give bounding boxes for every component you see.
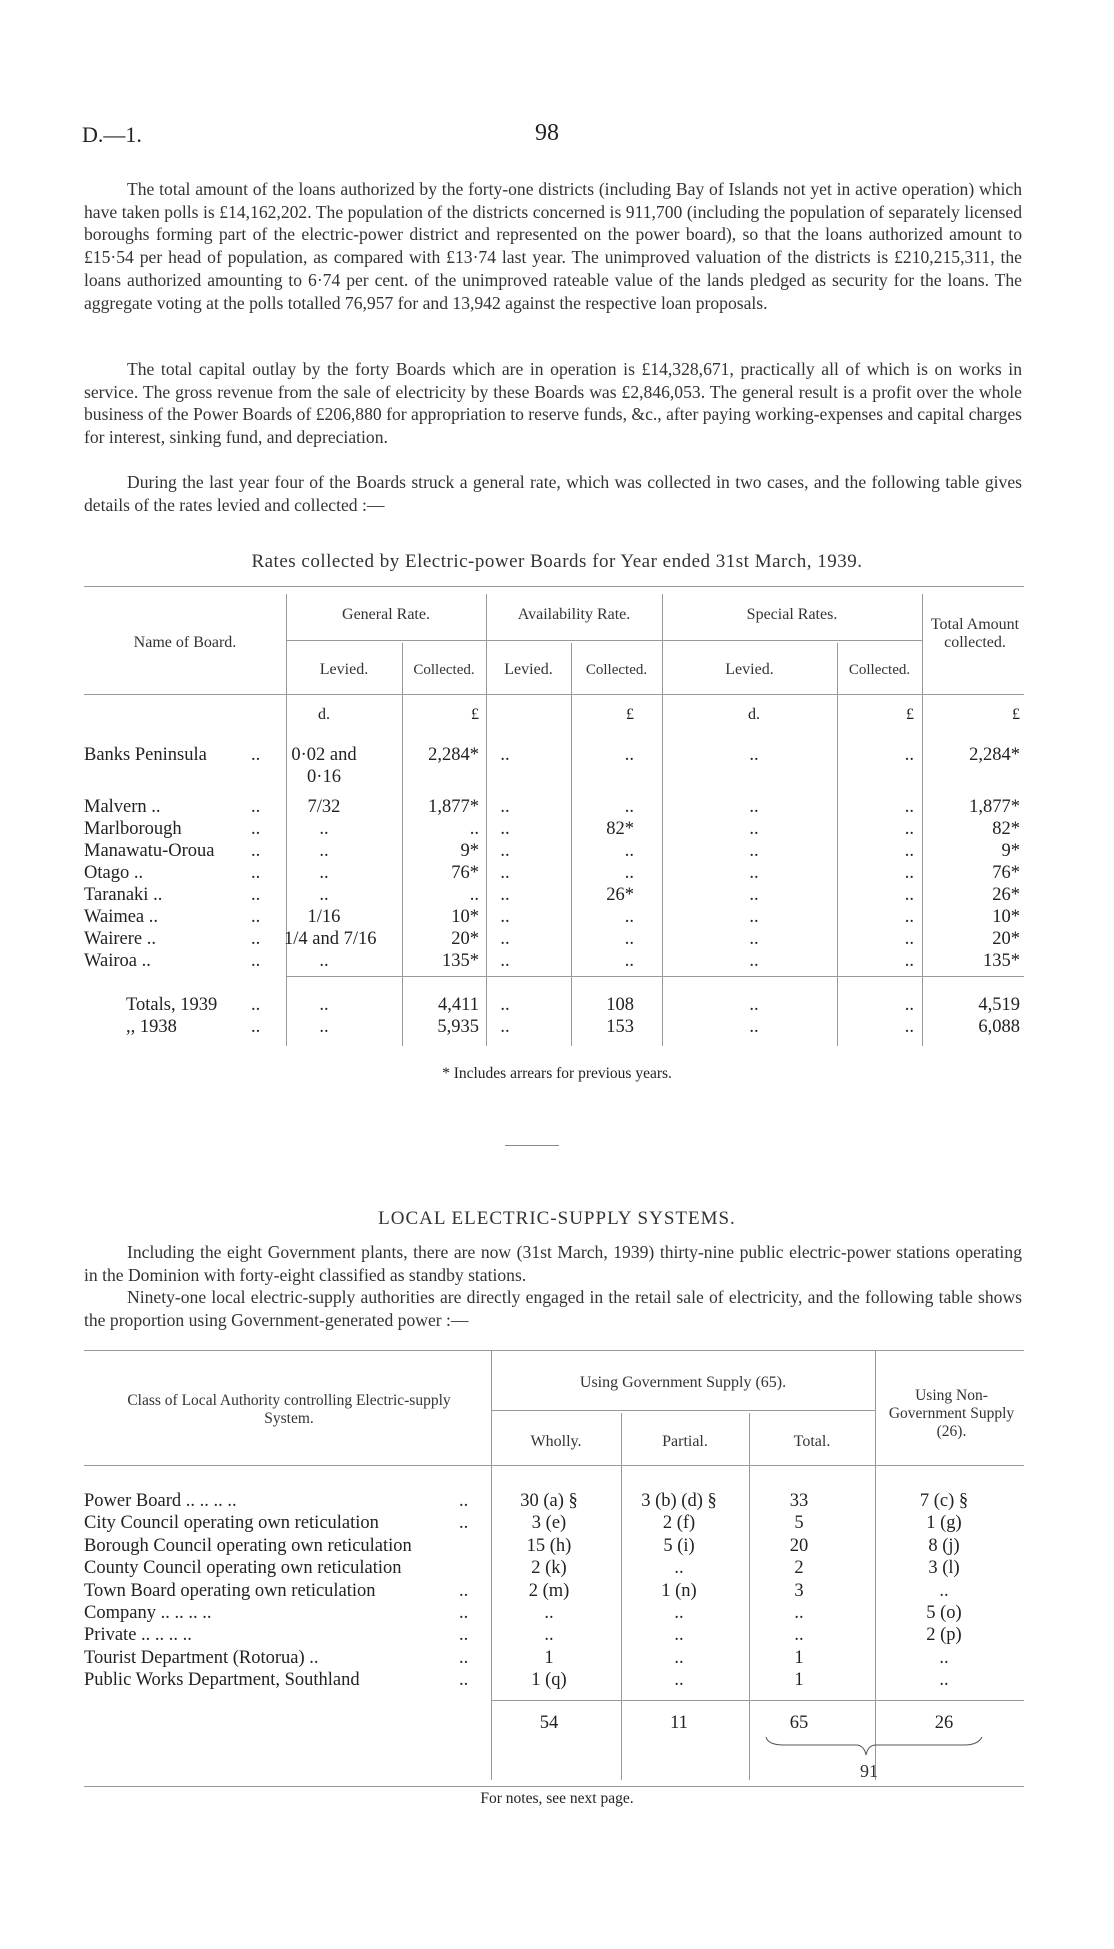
total-count: .. bbox=[794, 1603, 804, 1623]
supply-footnote: For notes, see next page. bbox=[480, 1790, 634, 1807]
supply-row bbox=[84, 1581, 1024, 1603]
leader-dots: .. bbox=[251, 819, 261, 839]
leader-dots: .. bbox=[251, 863, 261, 883]
non-govt-count: 8 (j) bbox=[928, 1535, 960, 1556]
rates-row bbox=[84, 951, 1024, 973]
section-title: LOCAL ELECTRIC-SUPPLY SYSTEMS. bbox=[378, 1208, 736, 1229]
special-levied: .. bbox=[749, 745, 759, 765]
authority-class: Private .. .. .. .. bbox=[84, 1625, 192, 1646]
leader-dots: .. bbox=[459, 1603, 469, 1623]
rates-table-title: Rates collected by Electric-power Boards for Year ended 31st March, 1939. bbox=[251, 551, 863, 572]
special-collected: .. bbox=[904, 841, 914, 861]
header-total-govt: Total. bbox=[793, 1433, 831, 1450]
special-levied: .. bbox=[749, 819, 759, 839]
authority-class: City Council operating own reticulation bbox=[84, 1513, 379, 1534]
availability-levied: .. bbox=[500, 885, 510, 905]
leader-dots: .. bbox=[251, 745, 261, 765]
supply-row bbox=[84, 1491, 1024, 1513]
general-collected: .. bbox=[469, 885, 479, 905]
rule bbox=[84, 1350, 1024, 1351]
general-collected: 1,877* bbox=[428, 797, 479, 817]
partial-count: .. bbox=[674, 1603, 684, 1623]
leader-dots: .. bbox=[459, 1491, 469, 1511]
header-class: Class of Local Authority controlling Electric-supply System. bbox=[127, 1392, 451, 1427]
availability-levied: .. bbox=[500, 929, 510, 949]
availability-collected: .. bbox=[624, 841, 634, 861]
wholly-count: .. bbox=[544, 1603, 554, 1623]
authority-class: Company .. .. .. .. bbox=[84, 1603, 212, 1623]
special-collected: .. bbox=[904, 797, 914, 817]
unit-general-collected: £ bbox=[471, 706, 479, 723]
total-collected: 6,088 bbox=[978, 1017, 1020, 1037]
total-non-govt: 26 bbox=[934, 1713, 954, 1733]
general-levied: .. bbox=[319, 1017, 329, 1037]
header-availability: Availability Rate. bbox=[517, 606, 631, 623]
total-count: 20 bbox=[789, 1535, 809, 1556]
rates-row bbox=[84, 767, 1024, 789]
header-general-collected: Collected. bbox=[413, 662, 475, 678]
special-collected: .. bbox=[904, 907, 914, 927]
board-name: Totals, 1939 bbox=[126, 995, 218, 1015]
rule bbox=[84, 1465, 1024, 1466]
leader-dots: .. bbox=[251, 797, 261, 817]
board-name: Taranaki .. bbox=[84, 885, 163, 905]
partial-count: 3 (b) (d) § bbox=[641, 1491, 717, 1511]
board-name: Manawatu-Oroua bbox=[84, 841, 215, 861]
header-non-government-supply: Using Non-Government Supply (26). bbox=[888, 1387, 1015, 1440]
partial-count: .. bbox=[674, 1670, 684, 1691]
partial-count: .. bbox=[674, 1558, 684, 1579]
leader-dots: .. bbox=[251, 885, 261, 905]
wholly-count: .. bbox=[544, 1625, 554, 1646]
availability-levied: .. bbox=[500, 907, 510, 927]
paragraph-power-stations: Including the eight Government plants, there are now (31st March, 1939) thirty-nine public electric-power stations operating in the Dominion with forty-eight classified as standby stations. bbox=[84, 1242, 1022, 1285]
rates-row bbox=[84, 863, 1024, 885]
total-collected: 2,284* bbox=[969, 745, 1020, 765]
non-govt-count: .. bbox=[939, 1580, 949, 1601]
total-count: 1 bbox=[794, 1670, 804, 1691]
total-count: 33 bbox=[789, 1491, 809, 1511]
general-levied: 0·16 bbox=[307, 767, 341, 787]
total-partial: 11 bbox=[670, 1713, 688, 1733]
availability-levied: .. bbox=[500, 951, 510, 971]
special-collected: .. bbox=[904, 929, 914, 949]
document-reference: D.—1. bbox=[82, 122, 142, 147]
header-partial: Partial. bbox=[662, 1433, 708, 1450]
total-count: .. bbox=[794, 1625, 804, 1646]
wholly-count: 2 (k) bbox=[531, 1558, 567, 1579]
paragraph-supply-authorities: Ninety-one local electric-supply authorities are directly engaged in the retail sale of electricity, and the following table shows the proportion using Government-generated power :— bbox=[84, 1287, 1022, 1330]
unit-total: £ bbox=[1012, 706, 1020, 723]
leader-dots: .. bbox=[251, 995, 261, 1015]
total-collected: 26* bbox=[992, 885, 1020, 905]
board-name: Wairoa .. bbox=[84, 951, 151, 971]
board-name: ,, 1938 bbox=[126, 1017, 177, 1037]
supply-row bbox=[84, 1603, 1024, 1625]
special-collected: .. bbox=[904, 995, 914, 1015]
rule bbox=[84, 586, 1024, 587]
authority-class: Public Works Department, Southland bbox=[84, 1670, 360, 1691]
general-collected: .. bbox=[469, 819, 479, 839]
availability-levied: .. bbox=[500, 797, 510, 817]
total-collected: 9* bbox=[1001, 841, 1020, 861]
general-collected: 20* bbox=[451, 929, 479, 949]
header-availability-collected: Collected. bbox=[585, 662, 648, 678]
non-govt-count: .. bbox=[939, 1647, 949, 1668]
rule bbox=[286, 640, 922, 641]
partial-count: .. bbox=[674, 1647, 684, 1668]
rule bbox=[491, 1700, 1024, 1701]
total-count: 2 bbox=[794, 1558, 804, 1579]
wholly-count: 1 (q) bbox=[531, 1670, 567, 1691]
header-special-collected: Collected. bbox=[848, 662, 911, 678]
general-collected: 4,411 bbox=[438, 995, 479, 1015]
leader-dots: .. bbox=[251, 951, 261, 971]
leader-dots: .. bbox=[459, 1647, 469, 1668]
general-levied: .. bbox=[319, 863, 329, 883]
general-levied: .. bbox=[319, 951, 329, 971]
total-govt: 65 bbox=[789, 1713, 809, 1733]
availability-levied: .. bbox=[500, 995, 510, 1015]
general-collected: 135* bbox=[442, 951, 479, 971]
supply-row bbox=[84, 1670, 1024, 1692]
authority-class: Power Board .. .. .. .. bbox=[84, 1491, 237, 1511]
total-collected: 4,519 bbox=[978, 995, 1020, 1015]
special-levied: .. bbox=[749, 995, 759, 1015]
wholly-count: 2 (m) bbox=[528, 1580, 570, 1601]
general-collected: 9* bbox=[460, 841, 479, 861]
non-govt-count: 1 (g) bbox=[926, 1513, 962, 1534]
total-collected: 1,877* bbox=[969, 797, 1020, 817]
total-count: 3 bbox=[794, 1580, 804, 1601]
board-name: Wairere .. bbox=[84, 929, 156, 949]
header-availability-levied: Levied. bbox=[504, 661, 553, 678]
total-collected: 135* bbox=[983, 951, 1020, 971]
supply-table bbox=[84, 1350, 1024, 1790]
header-general-levied: Levied. bbox=[319, 661, 369, 678]
general-levied: 0·02 and bbox=[291, 745, 357, 765]
rates-row bbox=[84, 841, 1024, 863]
rates-footnote: * Includes arrears for previous years. bbox=[442, 1065, 672, 1082]
special-levied: .. bbox=[749, 1017, 759, 1037]
authority-class: Borough Council operating own reticulation bbox=[84, 1535, 412, 1556]
general-levied: .. bbox=[319, 819, 329, 839]
special-levied: .. bbox=[749, 929, 759, 949]
special-collected: .. bbox=[904, 1017, 914, 1037]
rates-totals-row bbox=[84, 1017, 1024, 1039]
supply-row bbox=[84, 1513, 1024, 1535]
availability-collected: 26* bbox=[606, 885, 634, 905]
special-collected: .. bbox=[904, 951, 914, 971]
special-collected: .. bbox=[904, 819, 914, 839]
general-levied: .. bbox=[319, 841, 329, 861]
header-name: Name of Board. bbox=[133, 634, 237, 651]
availability-collected: .. bbox=[624, 745, 634, 765]
section-divider bbox=[505, 1145, 559, 1146]
rates-row bbox=[84, 929, 1024, 951]
wholly-count: 30 (a) § bbox=[520, 1491, 578, 1511]
supply-row bbox=[84, 1648, 1024, 1670]
grand-total-brace bbox=[764, 1735, 994, 1757]
special-collected: .. bbox=[904, 745, 914, 765]
general-levied: .. bbox=[319, 995, 329, 1015]
special-levied: .. bbox=[749, 885, 759, 905]
non-govt-count: 7 (c) § bbox=[919, 1491, 969, 1511]
rates-row bbox=[84, 819, 1024, 841]
general-levied: 7/32 bbox=[307, 797, 341, 817]
general-levied: 1/4 and 7/16 bbox=[284, 929, 377, 949]
authority-class: Town Board operating own reticulation bbox=[84, 1580, 376, 1601]
general-collected: 5,935 bbox=[437, 1017, 479, 1037]
supply-row bbox=[84, 1558, 1024, 1580]
rule bbox=[491, 1410, 875, 1411]
availability-collected: .. bbox=[624, 907, 634, 927]
leader-dots: .. bbox=[459, 1625, 469, 1646]
authority-class: Tourist Department (Rotorua) .. bbox=[84, 1647, 319, 1668]
leader-dots: .. bbox=[251, 929, 261, 949]
leader-dots: .. bbox=[251, 907, 261, 927]
partial-count: 5 (i) bbox=[663, 1535, 695, 1556]
board-name: Otago .. bbox=[84, 863, 144, 883]
total-collected: 20* bbox=[992, 929, 1020, 949]
header-special-levied: Levied. bbox=[725, 661, 774, 678]
rates-row bbox=[84, 907, 1024, 929]
special-levied: .. bbox=[749, 951, 759, 971]
rates-table bbox=[84, 586, 1024, 1056]
rule bbox=[286, 976, 1024, 977]
wholly-count: 3 (e) bbox=[531, 1513, 567, 1534]
paragraph-loans: The total amount of the loans authorized by the forty-one districts (including Bay of Islands not yet in active operation) which have taken polls is £14,162,202. The population of the districts concerned is 911,700 (including the population of separately licensed boroughs forming part of the electric-power district and represented on the power board), so that the loans authorized amount to £15·54 per head of population, as compared with £13·74 last year. The unimproved valuation of the districts is £210,215,311, the loans authorized amounting to 6·74 per cent. of the unimproved rateable value of the lands pledged as security for the loans. The aggregate voting at the polls totalled 76,957 for and 13,942 against the respective loan proposals. bbox=[84, 179, 1022, 313]
rates-totals-row bbox=[84, 995, 1024, 1017]
board-name: Waimea .. bbox=[84, 907, 159, 927]
header-special: Special Rates. bbox=[746, 606, 838, 623]
wholly-count: 1 bbox=[544, 1647, 554, 1668]
rule bbox=[84, 1786, 1024, 1787]
partial-count: 2 (f) bbox=[662, 1513, 696, 1534]
authority-class: County Council operating own reticulation bbox=[84, 1558, 402, 1579]
total-count: 1 bbox=[794, 1647, 804, 1668]
header-government-supply: Using Government Supply (65). bbox=[579, 1374, 787, 1391]
rates-row bbox=[84, 797, 1024, 819]
rule bbox=[84, 694, 1024, 695]
paragraph-capital-outlay: The total capital outlay by the forty Boards which are in operation is £14,328,671, practically all of which is on works in service. The gross revenue from the sale of electricity by these Boards was £2,846,053. The general result is a profit over the whole business of the Power Boards of £206,880 for appropriation to reserve funds, &c., after paying working-expenses and capital charges for interest, sinking fund, and depreciation. bbox=[84, 359, 1022, 448]
unit-general-levied: d. bbox=[318, 706, 330, 723]
availability-levied: .. bbox=[500, 745, 510, 765]
special-levied: .. bbox=[749, 797, 759, 817]
page-number: 98 bbox=[535, 120, 559, 146]
leader-dots: .. bbox=[459, 1670, 469, 1691]
total-collected: 76* bbox=[992, 863, 1020, 883]
availability-collected: .. bbox=[624, 951, 634, 971]
board-name: Marlborough bbox=[84, 819, 182, 839]
special-collected: .. bbox=[904, 885, 914, 905]
non-govt-count: 5 (o) bbox=[926, 1603, 962, 1623]
paragraph-rates-intro: During the last year four of the Boards struck a general rate, which was collected in two cases, and the following table gives details of the rates levied and collected :— bbox=[84, 472, 1022, 515]
leader-dots: .. bbox=[459, 1513, 469, 1534]
availability-collected: 108 bbox=[606, 995, 634, 1015]
total-collected: 10* bbox=[992, 907, 1020, 927]
general-collected: 76* bbox=[451, 863, 479, 883]
general-levied: .. bbox=[319, 885, 329, 905]
supply-totals-row bbox=[84, 1713, 1024, 1735]
total-wholly: 54 bbox=[539, 1713, 559, 1733]
availability-collected: 153 bbox=[606, 1017, 634, 1037]
general-collected: 2,284* bbox=[428, 745, 479, 765]
general-levied: 1/16 bbox=[307, 907, 341, 927]
availability-levied: .. bbox=[500, 819, 510, 839]
total-collected: 82* bbox=[992, 819, 1020, 839]
non-govt-count: .. bbox=[939, 1670, 949, 1691]
rates-row bbox=[84, 745, 1024, 767]
availability-levied: .. bbox=[500, 1017, 510, 1037]
supply-row bbox=[84, 1625, 1024, 1647]
availability-collected: 82* bbox=[606, 819, 634, 839]
header-general: General Rate. bbox=[342, 606, 430, 623]
availability-levied: .. bbox=[500, 841, 510, 861]
availability-collected: .. bbox=[624, 863, 634, 883]
non-govt-count: 3 (l) bbox=[928, 1558, 960, 1579]
unit-special-levied: d. bbox=[748, 706, 760, 723]
special-levied: .. bbox=[749, 841, 759, 861]
header-total: Total Amount collected. bbox=[930, 616, 1020, 651]
unit-special-collected: £ bbox=[906, 706, 914, 723]
board-name: Banks Peninsula bbox=[84, 745, 207, 765]
availability-collected: .. bbox=[624, 797, 634, 817]
availability-levied: .. bbox=[500, 863, 510, 883]
general-collected: 10* bbox=[451, 907, 479, 927]
leader-dots: .. bbox=[251, 1017, 261, 1037]
leader-dots: .. bbox=[459, 1580, 469, 1601]
rates-row bbox=[84, 885, 1024, 907]
board-name: Malvern .. bbox=[84, 797, 161, 817]
unit-availability-collected: £ bbox=[626, 706, 634, 723]
units-row bbox=[84, 706, 1024, 728]
special-levied: .. bbox=[749, 863, 759, 883]
partial-count: 1 (n) bbox=[661, 1580, 697, 1601]
header-wholly: Wholly. bbox=[530, 1433, 582, 1450]
leader-dots: .. bbox=[251, 841, 261, 861]
partial-count: .. bbox=[674, 1625, 684, 1646]
supply-row bbox=[84, 1536, 1024, 1558]
total-count: 5 bbox=[794, 1513, 804, 1534]
non-govt-count: 2 (p) bbox=[926, 1625, 962, 1646]
availability-collected: .. bbox=[624, 929, 634, 949]
special-levied: .. bbox=[749, 907, 759, 927]
wholly-count: 15 (h) bbox=[526, 1535, 572, 1556]
special-collected: .. bbox=[904, 863, 914, 883]
page-header bbox=[0, 118, 1114, 158]
grand-total: 91 bbox=[860, 1761, 878, 1781]
